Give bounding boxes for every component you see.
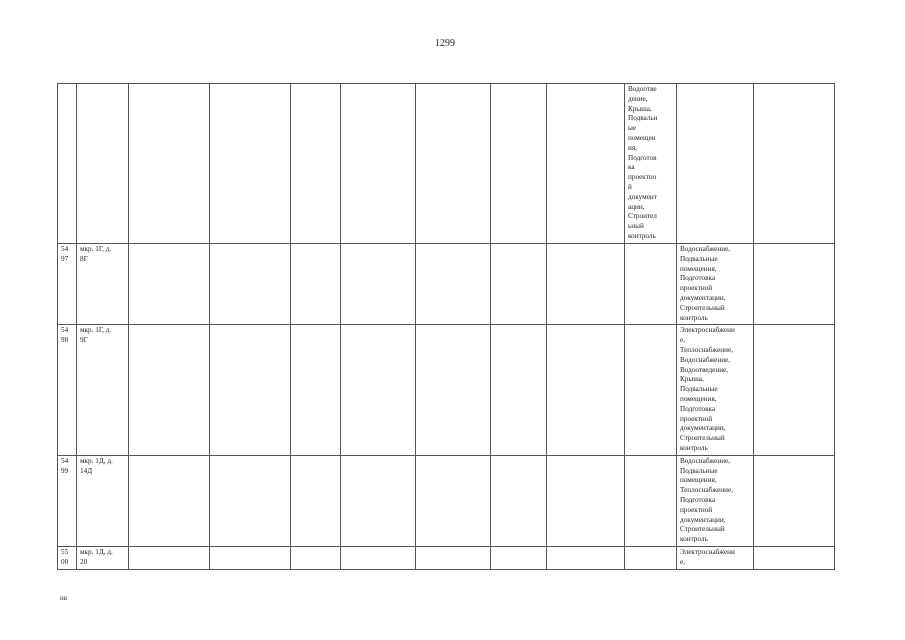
table-row bbox=[58, 244, 835, 325]
empty-cell bbox=[341, 325, 416, 455]
empty-cell bbox=[341, 244, 416, 325]
address-cell: мкр. 1Д, д. 20 bbox=[77, 546, 129, 569]
works-table bbox=[57, 83, 835, 570]
work-types-cell bbox=[625, 455, 677, 546]
empty-cell bbox=[547, 546, 625, 569]
address-cell bbox=[77, 84, 129, 244]
empty-cell bbox=[491, 244, 547, 325]
empty-cell bbox=[491, 325, 547, 455]
empty-cell bbox=[547, 455, 625, 546]
empty-cell bbox=[291, 455, 341, 546]
empty-cell bbox=[210, 84, 291, 244]
row-number-cell: 55 00 bbox=[58, 546, 77, 569]
footer-mark: нв bbox=[60, 594, 68, 602]
empty-cell bbox=[416, 84, 491, 244]
work-types-cell: Водоснабжение, Подвальные помещения, Теплоснабжение, Подготовка проектной документации, Строительный контроль bbox=[677, 455, 754, 546]
empty-cell bbox=[547, 244, 625, 325]
address-cell: мкр. 1Г, д. 9Г bbox=[77, 325, 129, 455]
work-types-cell: Водоотве дение, Крыша, Подвальн ые помещен ия, Подготов ка проектно й документ ации, Строител ьный контроль bbox=[625, 84, 677, 244]
work-types-cell: Водоснабжение, Подвальные помещения, Подготовка проектной документации, Строительный контроль bbox=[677, 244, 754, 325]
empty-cell bbox=[210, 455, 291, 546]
empty-cell bbox=[341, 546, 416, 569]
work-types-cell: Электроснабжени е, Теплоснабжение, Водоснабжение, Водоотведение, Крыша, Подвальные помещения, Подготовка проектной документации, Строительный контроль bbox=[677, 325, 754, 455]
row-number-cell: 54 98 bbox=[58, 325, 77, 455]
empty-cell bbox=[129, 244, 210, 325]
page-number: 1299 bbox=[435, 38, 455, 49]
empty-cell bbox=[210, 244, 291, 325]
empty-cell bbox=[291, 244, 341, 325]
empty-cell bbox=[129, 546, 210, 569]
empty-cell bbox=[129, 455, 210, 546]
empty-cell bbox=[754, 325, 835, 455]
empty-cell bbox=[341, 84, 416, 244]
table-row bbox=[58, 455, 835, 546]
work-types-cell bbox=[625, 546, 677, 569]
empty-cell bbox=[754, 455, 835, 546]
empty-cell bbox=[754, 244, 835, 325]
work-types-cell bbox=[625, 325, 677, 455]
work-types-cell: Электроснабжени е, bbox=[677, 546, 754, 569]
empty-cell bbox=[491, 455, 547, 546]
empty-cell bbox=[416, 546, 491, 569]
empty-cell bbox=[291, 325, 341, 455]
empty-cell bbox=[491, 546, 547, 569]
empty-cell bbox=[416, 325, 491, 455]
empty-cell bbox=[129, 84, 210, 244]
empty-cell bbox=[416, 244, 491, 325]
empty-cell bbox=[210, 325, 291, 455]
empty-cell bbox=[291, 546, 341, 569]
empty-cell bbox=[547, 84, 625, 244]
table-row bbox=[58, 546, 835, 569]
row-number-cell: 54 97 bbox=[58, 244, 77, 325]
row-number-cell bbox=[58, 84, 77, 244]
empty-cell bbox=[341, 455, 416, 546]
row-number-cell: 54 99 bbox=[58, 455, 77, 546]
empty-cell bbox=[491, 84, 547, 244]
work-types-cell bbox=[625, 244, 677, 325]
table-row bbox=[58, 84, 835, 244]
empty-cell bbox=[291, 84, 341, 244]
address-cell: мкр. 1Г, д. 8Г bbox=[77, 244, 129, 325]
empty-cell bbox=[547, 325, 625, 455]
address-cell: мкр. 1Д, д. 14Д bbox=[77, 455, 129, 546]
empty-cell bbox=[210, 546, 291, 569]
work-types-cell bbox=[677, 84, 754, 244]
empty-cell bbox=[416, 455, 491, 546]
table-row bbox=[58, 325, 835, 455]
empty-cell bbox=[754, 546, 835, 569]
empty-cell bbox=[754, 84, 835, 244]
empty-cell bbox=[129, 325, 210, 455]
